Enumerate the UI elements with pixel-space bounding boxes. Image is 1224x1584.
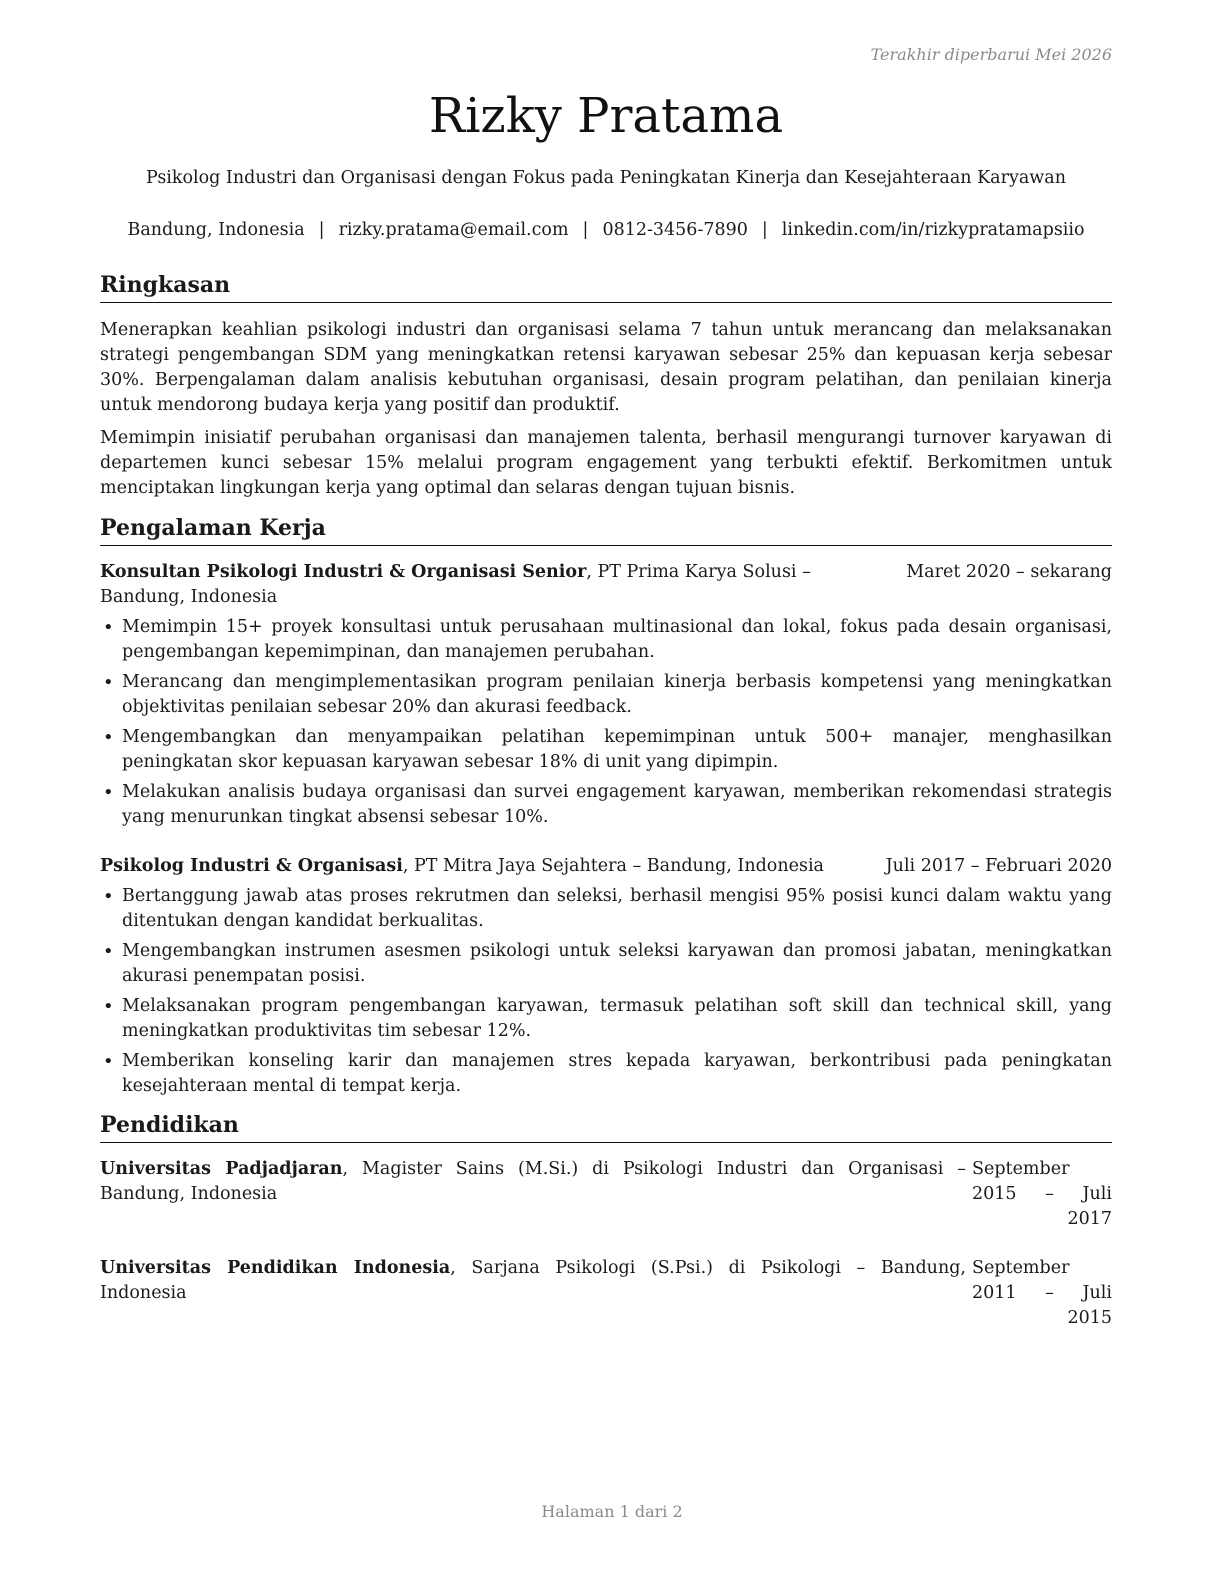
education-school: Universitas Padjadjaran bbox=[100, 1159, 343, 1179]
contact-separator: | bbox=[318, 220, 325, 240]
job-header bbox=[100, 854, 1112, 879]
summary-paragraph: Menerapkan keahlian psikologi industri dan organisasi selama 7 tahun untuk merancang dan melaksanakan strategi pengembangan SDM yang meningkatkan retensi karyawan sebesar 25% dan kepuasan kerja sebesar 30%. Berpengalaman dalam analisis kebutuhan organisasi, desain program pelatihan, dan penilaian kinerja untuk mendorong budaya kerja yang positif dan produktif. bbox=[100, 320, 1112, 415]
education-detail: , Sarjana Psikologi (S.Psi.) di Psikologi – Bandung, Indonesia bbox=[100, 1258, 966, 1303]
job-dates: Maret 2020 – sekarang bbox=[906, 562, 1112, 582]
experience-section bbox=[100, 513, 1112, 1104]
job-role: Konsultan Psikologi Industri & Organisasi Senior bbox=[100, 562, 587, 582]
job-bullet: • Melaksanakan program pengembangan karyawan, termasuk pelatihan soft skill dan technical skill, yang meningkatkan produktivitas tim sebesar 12%. bbox=[100, 994, 1112, 1044]
job-bullet: • Bertanggung jawab atas proses rekrutmen dan seleksi, berhasil mengisi 95% posisi kunci dalam waktu yang ditentukan dengan kandidat berkualitas. bbox=[100, 884, 1112, 934]
education-header bbox=[100, 1157, 1112, 1232]
contact-separator: | bbox=[582, 220, 589, 240]
job-title-line bbox=[100, 560, 906, 610]
job-org: , PT Prima Karya Solusi – Bandung, Indonesia bbox=[100, 562, 811, 607]
contact-location: Bandung, Indonesia bbox=[127, 220, 305, 240]
job-header bbox=[100, 560, 1112, 610]
job-bullet: • Merancang dan mengimplementasikan program penilaian kinerja berbasis kompetensi yang meningkatkan objektivitas penilaian sebesar 20% dan akurasi feedback. bbox=[100, 670, 1112, 720]
education-title-line bbox=[100, 1157, 972, 1232]
contact-phone: 0812-3456-7890 bbox=[602, 220, 748, 240]
job-title-line bbox=[100, 854, 886, 879]
education-school: Universitas Pendidikan Indonesia bbox=[100, 1258, 451, 1278]
contact-email[interactable]: rizky.pratama@email.com bbox=[338, 220, 569, 240]
section-title-summary: Ringkasan bbox=[100, 270, 1112, 303]
job-role: Psikolog Industri & Organisasi bbox=[100, 856, 403, 876]
job-entry bbox=[100, 854, 1112, 1099]
last-updated-note: Terakhir diperbarui Mei 2026 bbox=[870, 45, 1112, 64]
person-name: Rizky Pratama bbox=[428, 88, 784, 144]
job-org: , PT Mitra Jaya Sejahtera – Bandung, Indonesia bbox=[402, 856, 824, 876]
summary-section bbox=[100, 270, 1112, 501]
job-bullet: • Mengembangkan dan menyampaikan pelatihan kepemimpinan untuk 500+ manajer, menghasilkan peningkatan skor kepuasan karyawan sebesar 18% di unit yang dipimpin. bbox=[100, 725, 1112, 775]
contact-separator: | bbox=[761, 220, 768, 240]
education-dates: September 2015 – Juli 2017 bbox=[972, 1159, 1112, 1229]
education-detail: , Magister Sains (M.Si.) di Psikologi Industri dan Organisasi – Bandung, Indonesia bbox=[100, 1159, 966, 1204]
job-bullets bbox=[100, 615, 1112, 830]
education-entry bbox=[100, 1157, 1112, 1232]
education-title-line bbox=[100, 1256, 972, 1331]
job-bullet: • Melakukan analisis budaya organisasi dan survei engagement karyawan, memberikan rekomendasi strategis yang menurunkan tingkat absensi sebesar 10%. bbox=[100, 780, 1112, 830]
section-title-education: Pendidikan bbox=[100, 1110, 1112, 1143]
job-bullet: • Mengembangkan instrumen asesmen psikologi untuk seleksi karyawan dan promosi jabatan, meningkatkan akurasi penempatan posisi. bbox=[100, 939, 1112, 989]
job-dates: Juli 2017 – Februari 2020 bbox=[885, 856, 1112, 876]
tagline: Psikolog Industri dan Organisasi dengan Fokus pada Peningkatan Kinerja dan Kesejahteraan Karyawan bbox=[146, 168, 1066, 188]
job-bullets bbox=[100, 884, 1112, 1099]
education-entry bbox=[100, 1256, 1112, 1331]
page-number: Halaman 1 dari 2 bbox=[541, 1502, 683, 1521]
job-entry bbox=[100, 560, 1112, 830]
summary-paragraph: Memimpin inisiatif perubahan organisasi dan manajemen talenta, berhasil mengurangi turnover karyawan di departemen kunci sebesar 15% melalui program engagement yang terbukti efektif. Berkomitmen untuk menciptakan lingkungan kerja yang optimal dan selaras dengan tujuan bisnis. bbox=[100, 428, 1112, 498]
section-title-experience: Pengalaman Kerja bbox=[100, 513, 1112, 546]
education-header bbox=[100, 1256, 1112, 1331]
job-bullet: • Memberikan konseling karir dan manajemen stres kepada karyawan, berkontribusi pada peningkatan kesejahteraan mental di tempat kerja. bbox=[100, 1049, 1112, 1099]
education-section bbox=[100, 1110, 1112, 1331]
contact-line bbox=[100, 220, 1112, 240]
education-dates: September 2011 – Juli 2015 bbox=[972, 1258, 1112, 1328]
contact-linkedin[interactable]: linkedin.com/in/rizkypratamapsiio bbox=[781, 220, 1085, 240]
job-bullet: • Memimpin 15+ proyek konsultasi untuk perusahaan multinasional dan lokal, fokus pada desain organisasi, pengembangan kepemimpinan, dan manajemen perubahan. bbox=[100, 615, 1112, 665]
